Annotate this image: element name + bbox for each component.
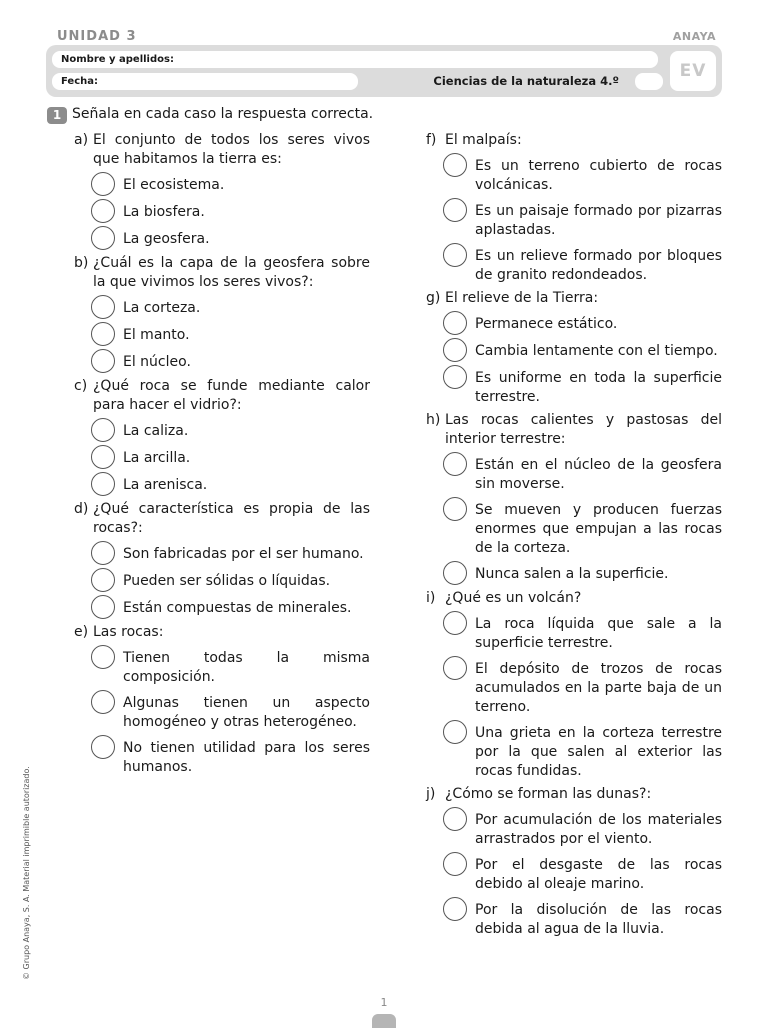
answer-circle[interactable] bbox=[91, 541, 115, 565]
question-letter: b) bbox=[74, 255, 89, 271]
answer-circle[interactable] bbox=[443, 153, 467, 177]
answer-circle[interactable] bbox=[443, 656, 467, 680]
publisher-logo: ANAYA bbox=[672, 30, 716, 43]
answer-option[interactable] bbox=[443, 339, 722, 362]
answer-circle[interactable] bbox=[443, 497, 467, 521]
answer-option[interactable] bbox=[91, 691, 370, 732]
option-text: La caliza. bbox=[123, 423, 189, 439]
answer-option[interactable] bbox=[443, 808, 722, 849]
question-text: El conjunto de todos los seres vivos que habitamos la tierra es: bbox=[93, 132, 370, 167]
answer-option[interactable] bbox=[91, 446, 370, 469]
option-text: La corteza. bbox=[123, 300, 201, 316]
answer-circle[interactable] bbox=[443, 365, 467, 389]
question bbox=[426, 589, 722, 608]
answer-circle[interactable] bbox=[443, 198, 467, 222]
option-text: El núcleo. bbox=[123, 354, 191, 370]
answer-option[interactable] bbox=[443, 562, 722, 585]
question-text: Las rocas: bbox=[93, 624, 164, 640]
question bbox=[74, 254, 370, 292]
question-text: El relieve de la Tierra: bbox=[445, 290, 599, 306]
unit-title: UNIDAD 3 bbox=[57, 29, 137, 44]
question bbox=[74, 623, 370, 642]
answer-option[interactable] bbox=[91, 173, 370, 196]
answer-option[interactable] bbox=[91, 200, 370, 223]
date-field[interactable]: Fecha: bbox=[52, 73, 358, 90]
answer-option[interactable] bbox=[443, 721, 722, 781]
answer-circle[interactable] bbox=[91, 445, 115, 469]
answer-circle[interactable] bbox=[91, 595, 115, 619]
option-text: La geosfera. bbox=[123, 231, 210, 247]
question bbox=[426, 131, 722, 150]
answer-circle[interactable] bbox=[91, 472, 115, 496]
question-text: ¿Cuál es la capa de la geosfera sobre la que vivimos los seres vivos?: bbox=[93, 255, 370, 290]
answer-circle[interactable] bbox=[91, 418, 115, 442]
exercise-number: 1 bbox=[47, 107, 67, 124]
answer-option[interactable] bbox=[443, 657, 722, 717]
answer-circle[interactable] bbox=[91, 172, 115, 196]
answer-option[interactable] bbox=[91, 736, 370, 777]
option-text: Nunca salen a la superficie. bbox=[475, 566, 669, 582]
answer-option[interactable] bbox=[443, 853, 722, 894]
subject-label: Ciencias de la naturaleza 4.º bbox=[433, 74, 619, 88]
option-text: La roca líquida que sale a la superficie terrestre. bbox=[475, 616, 722, 651]
question-text: ¿Qué característica es propia de las rocas?: bbox=[93, 501, 370, 536]
answer-circle[interactable] bbox=[443, 807, 467, 831]
question-letter: c) bbox=[74, 378, 88, 394]
answer-option[interactable] bbox=[91, 646, 370, 687]
answer-option[interactable] bbox=[91, 419, 370, 442]
name-field[interactable]: Nombre y apellidos: bbox=[52, 51, 658, 68]
answer-circle[interactable] bbox=[443, 611, 467, 635]
question-letter: d) bbox=[74, 501, 89, 517]
answer-option[interactable] bbox=[91, 596, 370, 619]
option-text: Es un paisaje formado por pizarras aplastadas. bbox=[475, 203, 722, 238]
answer-circle[interactable] bbox=[91, 199, 115, 223]
answer-circle[interactable] bbox=[91, 735, 115, 759]
question bbox=[426, 289, 722, 308]
student-header bbox=[46, 45, 722, 97]
option-text: El depósito de trozos de rocas acumulados en la parte baja de un terreno. bbox=[475, 661, 722, 715]
answer-circle[interactable] bbox=[443, 852, 467, 876]
answer-option[interactable] bbox=[443, 199, 722, 240]
question-letter: f) bbox=[426, 132, 437, 148]
answer-circle[interactable] bbox=[91, 295, 115, 319]
option-text: El ecosistema. bbox=[123, 177, 225, 193]
question-letter: a) bbox=[74, 132, 89, 148]
answer-option[interactable] bbox=[91, 542, 370, 565]
question-text: Las rocas calientes y pastosas del interior terrestre: bbox=[445, 412, 722, 447]
answer-circle[interactable] bbox=[443, 311, 467, 335]
exercise-instruction: Señala en cada caso la respuesta correcta. bbox=[72, 106, 374, 122]
answer-circle[interactable] bbox=[91, 322, 115, 346]
answer-circle[interactable] bbox=[91, 690, 115, 714]
question bbox=[426, 785, 722, 804]
question bbox=[74, 500, 370, 538]
question-text: ¿Cómo se forman las dunas?: bbox=[445, 786, 652, 802]
option-text: Pueden ser sólidas o líquidas. bbox=[123, 573, 331, 589]
question-text: El malpaís: bbox=[445, 132, 522, 148]
grade-field[interactable] bbox=[635, 73, 663, 90]
option-text: La biosfera. bbox=[123, 204, 205, 220]
page-tab bbox=[372, 1014, 396, 1028]
answer-circle[interactable] bbox=[91, 226, 115, 250]
option-text: La arenisca. bbox=[123, 477, 208, 493]
option-text: Son fabricadas por el ser humano. bbox=[123, 546, 364, 562]
option-text: La arcilla. bbox=[123, 450, 191, 466]
answer-option[interactable] bbox=[443, 244, 722, 285]
answer-circle[interactable] bbox=[91, 568, 115, 592]
evaluation-badge: EV bbox=[670, 51, 716, 91]
page-number: 1 bbox=[380, 996, 388, 1009]
answer-circle[interactable] bbox=[91, 645, 115, 669]
answer-option[interactable] bbox=[91, 296, 370, 319]
question bbox=[74, 131, 370, 169]
question bbox=[74, 377, 370, 415]
option-text: No tienen utilidad para los seres humanos. bbox=[123, 740, 370, 775]
question-letter: j) bbox=[426, 786, 436, 802]
question-text: ¿Qué es un volcán? bbox=[445, 590, 582, 606]
question bbox=[426, 411, 722, 449]
answer-option[interactable] bbox=[91, 569, 370, 592]
question-letter: e) bbox=[74, 624, 89, 640]
answer-option[interactable] bbox=[443, 366, 722, 407]
option-text: Una grieta en la corteza terrestre por la que salen al exterior las rocas fundidas. bbox=[475, 725, 722, 779]
answer-option[interactable] bbox=[443, 898, 722, 939]
answer-option[interactable] bbox=[443, 312, 722, 335]
option-text: Es un terreno cubierto de rocas volcánicas. bbox=[475, 158, 722, 193]
option-text: Por la disolución de las rocas debida al agua de la lluvia. bbox=[475, 902, 722, 937]
answer-circle[interactable] bbox=[443, 897, 467, 921]
copyright-notice: © Grupo Anaya, S. A. Material imprimible autorizado. bbox=[22, 766, 31, 980]
option-text: El manto. bbox=[123, 327, 190, 343]
answer-option[interactable] bbox=[443, 453, 722, 494]
option-text: Se mueven y producen fuerzas enormes que empujan a las rocas de la corteza. bbox=[475, 502, 722, 556]
right-column bbox=[426, 131, 722, 943]
answer-circle[interactable] bbox=[443, 452, 467, 476]
option-text: Cambia lentamente con el tiempo. bbox=[475, 343, 718, 359]
answer-option[interactable] bbox=[443, 612, 722, 653]
option-text: Permanece estático. bbox=[475, 316, 618, 332]
question-letter: g) bbox=[426, 290, 441, 306]
option-text: Por acumulación de los materiales arrastrados por el viento. bbox=[475, 812, 722, 847]
question-letter: h) bbox=[426, 412, 441, 428]
answer-circle[interactable] bbox=[91, 349, 115, 373]
option-text: Es un relieve formado por bloques de granito redondeados. bbox=[475, 248, 722, 283]
option-text: Tienen todas la misma composición. bbox=[123, 650, 370, 685]
question-text: ¿Qué roca se funde mediante calor para hacer el vidrio?: bbox=[93, 378, 370, 413]
option-text: Algunas tienen un aspecto homogéneo y otras heterogéneo. bbox=[123, 695, 370, 730]
option-text: Están en el núcleo de la geosfera sin moverse. bbox=[475, 457, 722, 492]
answer-circle[interactable] bbox=[443, 561, 467, 585]
answer-option[interactable] bbox=[443, 154, 722, 195]
left-column bbox=[74, 131, 370, 781]
option-text: Están compuestas de minerales. bbox=[123, 600, 352, 616]
option-text: Es uniforme en toda la superficie terrestre. bbox=[475, 370, 722, 405]
answer-option[interactable] bbox=[91, 227, 370, 250]
option-text: Por el desgaste de las rocas debido al oleaje marino. bbox=[475, 857, 722, 892]
answer-option[interactable] bbox=[91, 473, 370, 496]
question-letter: i) bbox=[426, 590, 436, 606]
answer-option[interactable] bbox=[91, 323, 370, 346]
answer-option[interactable] bbox=[443, 498, 722, 558]
answer-option[interactable] bbox=[91, 350, 370, 373]
answer-circle[interactable] bbox=[443, 720, 467, 744]
answer-circle[interactable] bbox=[443, 338, 467, 362]
answer-circle[interactable] bbox=[443, 243, 467, 267]
